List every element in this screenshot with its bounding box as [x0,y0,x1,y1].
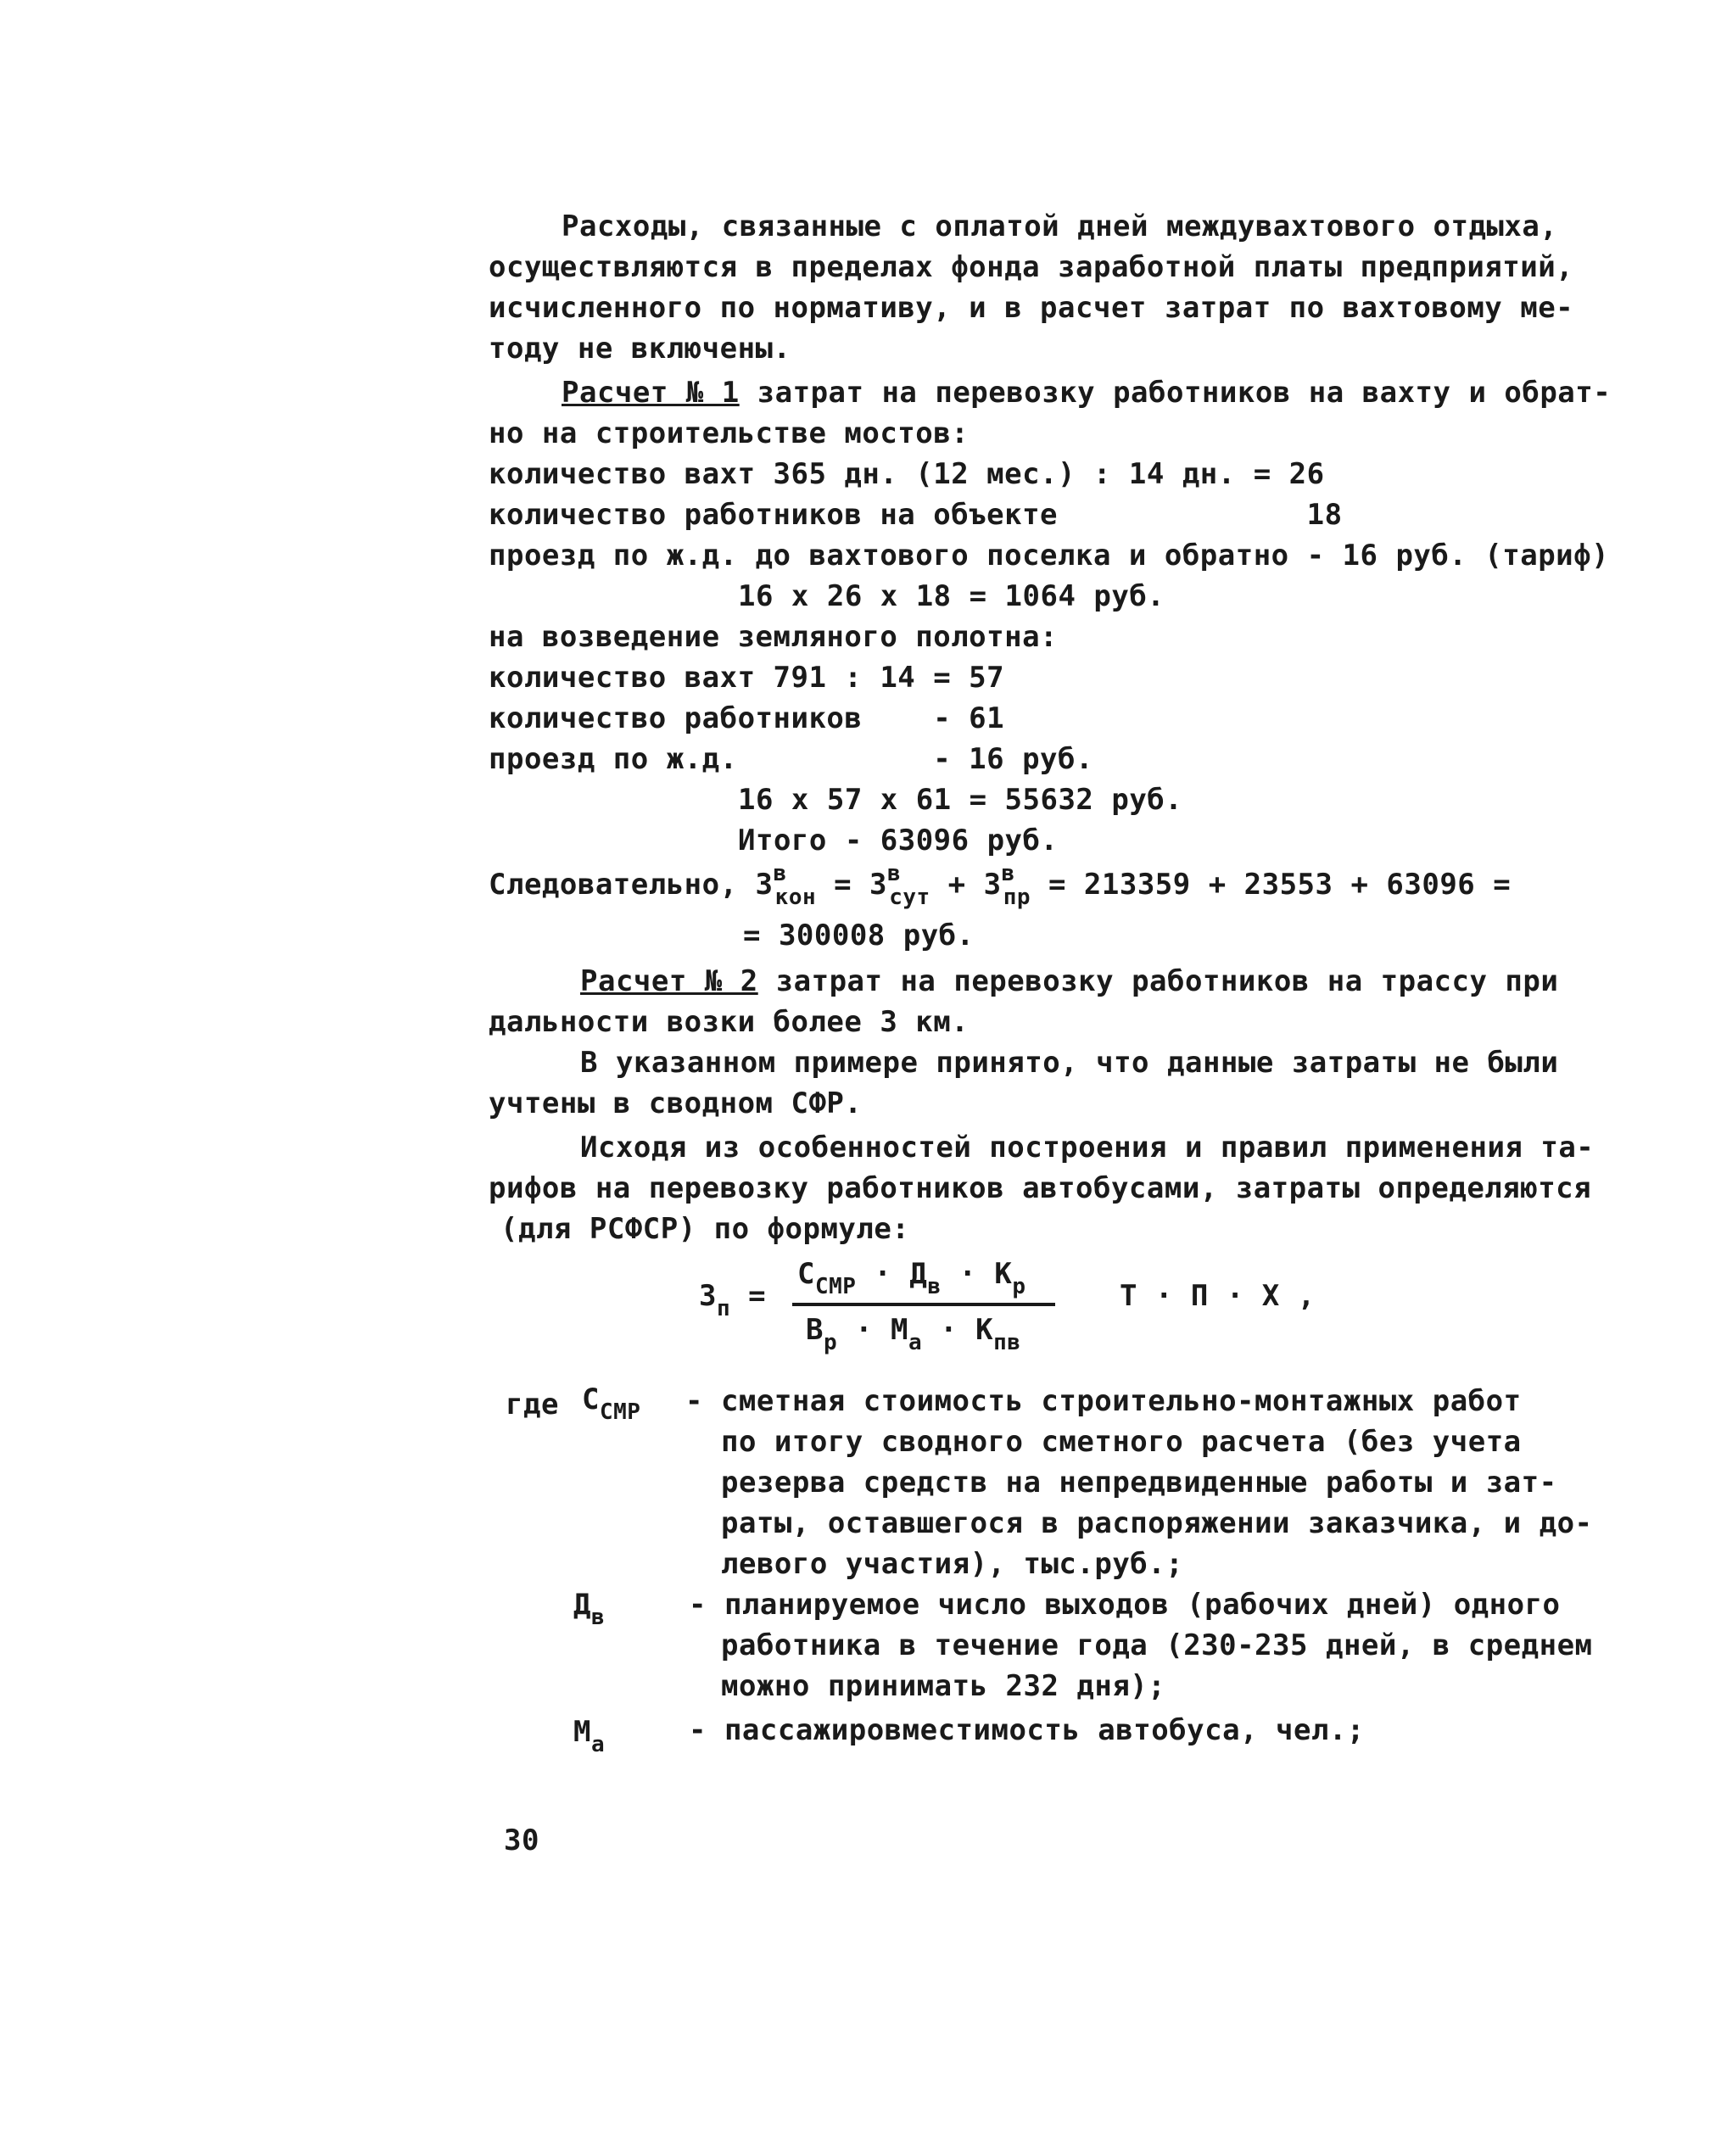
operator: = З [816,868,888,902]
conclusion-values: = 213359 + 23553 + 63096 = [1031,868,1512,902]
calc1-line: количество работников на объекте 18 [489,498,1343,532]
calc2-line: дальности возки более 3 км. [489,1005,970,1039]
definition-line: работника в течение года (230-235 дней, в среднем [721,1628,1593,1662]
sub: п [716,1296,731,1321]
formula-tail: Т · П · Х , [1120,1279,1316,1313]
operator: · К [941,1257,1013,1291]
sub: пв [993,1330,1021,1355]
calc1-line: 16 х 57 х 61 = 55632 руб. [738,783,1183,817]
paragraph-line: осуществляются в пределах фонда заработной платы предприятий, [489,250,1574,284]
sub: р [1012,1274,1026,1299]
calc1-line: но на строительстве мостов: [489,416,970,450]
definition-line: левого участия), тыс.руб.; [721,1547,1184,1581]
fraction-bar [792,1303,1055,1306]
sub: а [590,1732,606,1757]
calc1-heading-rest: затрат на перевозку работников на вахту и обрат- [739,376,1612,410]
calc1-line: количество вахт 365 дн. (12 мес.) : 14 дн. = 26 [489,457,1325,491]
sup: в [887,861,902,886]
definition-line: - сметная стоимость строительно-монтажных работ [685,1384,1522,1418]
calc1-heading: Расчет № 1 [562,376,740,410]
calc2-line: (для РСФСР) по формуле: [500,1212,910,1246]
sub: в [927,1274,942,1299]
formula-denominator [806,1313,1021,1355]
symbol: В [806,1313,824,1347]
symbol: С [582,1382,600,1416]
paragraph-line: Расходы, связанные с оплатой дней междувахтового отдыха, [562,209,1558,243]
calc1-line: количество вахт 791 : 14 = 57 [489,661,1005,695]
calc2-line: рифов на перевозку работников автобусами, затраты определяются [489,1171,1592,1205]
definition-line: - пассажировместимость автобуса, чел.; [689,1713,1365,1747]
conclusion-line [489,861,1512,910]
sup: в [773,861,787,886]
conclusion-lead: Следовательно, З [489,868,774,902]
equals-sign: = [748,1279,767,1313]
formula-lhs [699,1279,767,1321]
paragraph-line: исчисленного по нормативу, и в расчет затрат по вахтовому ме- [489,291,1574,325]
definition-line: можно принимать 232 дня); [721,1669,1166,1703]
formula-numerator [797,1257,1026,1299]
calc2-heading: Расчет № 2 [580,964,758,998]
def-symbol [573,1588,606,1630]
calc2-line: Исходя из особенностей построения и правил применения та- [580,1131,1595,1165]
calc2-heading-line [580,964,1558,998]
operator: + З [930,868,1002,902]
sub: пр [1003,885,1031,910]
where-label: где [506,1388,559,1422]
symbol: М [573,1715,591,1749]
calc1-heading-line [562,376,1611,410]
calc2-line: учтены в сводном СФР. [489,1086,863,1120]
conclusion-result: = 300008 руб. [743,919,975,952]
operator: · Д [856,1257,928,1291]
calc2-heading-rest: затрат на перевозку работников на трассу при [757,964,1559,998]
def-symbol [582,1382,641,1425]
calc1-line: 16 х 26 х 18 = 1064 руб. [738,579,1165,613]
calc1-line: проезд по ж.д. до вахтового поселка и обратно - 16 руб. (тариф) [489,539,1610,573]
symbol: С [797,1257,815,1291]
operator: · К [922,1313,994,1347]
calc1-line: количество работников - 61 [489,701,1005,735]
calc1-line: проезд по ж.д. - 16 руб. [489,742,1093,776]
sub: сут [889,885,930,910]
operator: · М [837,1313,909,1347]
definition-line: по итогу сводного сметного расчета (без учета [721,1425,1522,1459]
definition-line: резерва средств на непредвиденные работы и зат- [721,1466,1557,1500]
calc2-line: В указанном примере принято, что данные затраты не были [580,1046,1559,1080]
sup: в [1001,861,1015,886]
sub: кон [774,885,817,910]
sub: СМР [599,1399,641,1425]
paragraph-line: тоду не включены. [489,332,791,366]
sub: СМР [814,1274,857,1299]
sub: р [823,1330,838,1355]
sub: в [590,1605,606,1630]
calc1-line: на возведение земляного полотна: [489,620,1059,654]
page-number: 30 [504,1824,539,1857]
symbol: З [699,1279,717,1313]
definition-line: раты, оставшегося в распоряжении заказчика, и до- [721,1506,1593,1540]
symbol: Д [573,1588,591,1622]
definition-line: - планируемое число выходов (рабочих дней) одного [689,1588,1561,1622]
sub: а [908,1330,923,1355]
def-symbol [573,1715,606,1757]
calc1-line: Итого - 63096 руб. [738,824,1059,857]
